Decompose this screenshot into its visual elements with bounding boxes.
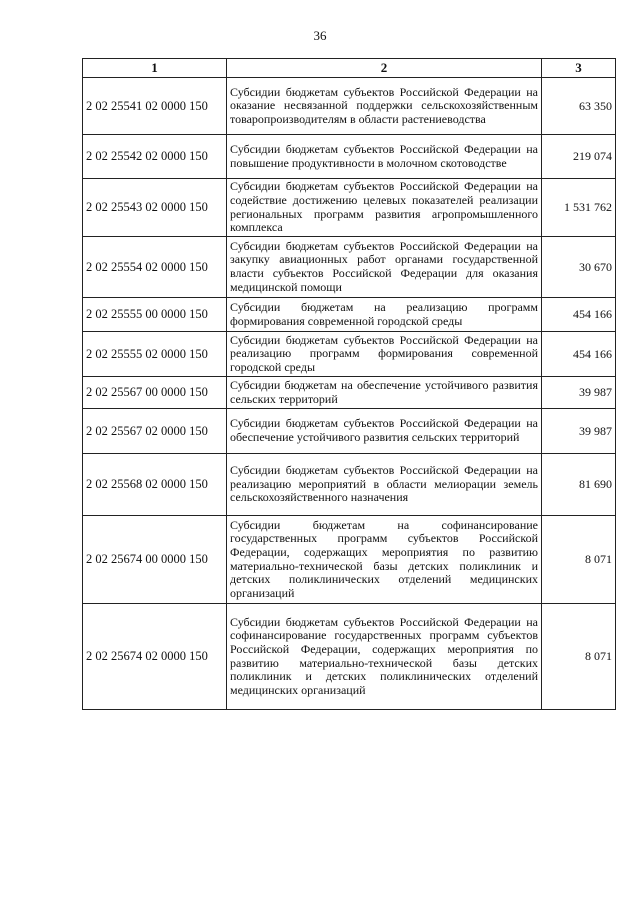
column-header-description: 2	[227, 59, 542, 78]
row-code: 2 02 25674 02 0000 150	[83, 604, 227, 710]
table-row	[83, 516, 616, 604]
row-code: 2 02 25555 00 0000 150	[83, 298, 227, 332]
row-code: 2 02 25541 02 0000 150	[83, 78, 227, 135]
budget-table	[82, 58, 616, 710]
table-row	[83, 409, 616, 454]
row-description: Субсидии бюджетам субъектов Российской Федерации на реализацию мероприятий в области мелиорации земель сельскохозяйственного назначения	[227, 454, 542, 516]
table-row	[83, 78, 616, 135]
row-amount: 81 690	[542, 454, 616, 516]
table-row	[83, 454, 616, 516]
row-code: 2 02 25554 02 0000 150	[83, 237, 227, 298]
row-description: Субсидии бюджетам субъектов Российской Федерации на повышение продуктивности в молочном скотоводстве	[227, 135, 542, 179]
row-description: Субсидии бюджетам субъектов Российской Федерации на оказание несвязанной поддержки сельскохозяйственным товаропроизводителям в области растениеводства	[227, 78, 542, 135]
row-code: 2 02 25567 00 0000 150	[83, 377, 227, 409]
table-row	[83, 135, 616, 179]
row-description: Субсидии бюджетам на софинансирование государственных программ субъектов Российской Федерации, содержащих мероприятия по развитию материально-технической базы детских поликлиник и детских поликлинических отделений медицинских организаций	[227, 516, 542, 604]
row-amount: 219 074	[542, 135, 616, 179]
row-code: 2 02 25674 00 0000 150	[83, 516, 227, 604]
row-amount: 39 987	[542, 377, 616, 409]
row-amount: 1 531 762	[542, 179, 616, 237]
row-amount: 30 670	[542, 237, 616, 298]
row-amount: 39 987	[542, 409, 616, 454]
table-header-row	[83, 59, 616, 78]
row-description: Субсидии бюджетам субъектов Российской Федерации на обеспечение устойчивого развития сельских территорий	[227, 409, 542, 454]
row-description: Субсидии бюджетам субъектов Российской Федерации на содействие достижению целевых показателей реализации региональных программ развития агропромышленного комплекса	[227, 179, 542, 237]
table-row	[83, 237, 616, 298]
row-description: Субсидии бюджетам на обеспечение устойчивого развития сельских территорий	[227, 377, 542, 409]
row-description: Субсидии бюджетам на реализацию программ формирования современной городской среды	[227, 298, 542, 332]
row-amount: 8 071	[542, 604, 616, 710]
table-row	[83, 332, 616, 377]
row-code: 2 02 25555 02 0000 150	[83, 332, 227, 377]
row-amount: 8 071	[542, 516, 616, 604]
row-amount: 454 166	[542, 298, 616, 332]
table-row	[83, 298, 616, 332]
row-code: 2 02 25567 02 0000 150	[83, 409, 227, 454]
row-description: Субсидии бюджетам субъектов Российской Федерации на софинансирование государственных программ субъектов Российской Федерации, содержащих мероприятия по развитию материально-технической базы детских поликлиник и детских поликлинических отделений медицинских организаций	[227, 604, 542, 710]
table-row	[83, 377, 616, 409]
row-code: 2 02 25568 02 0000 150	[83, 454, 227, 516]
column-header-amount: 3	[542, 59, 616, 78]
row-amount: 454 166	[542, 332, 616, 377]
table-row	[83, 179, 616, 237]
column-header-code: 1	[83, 59, 227, 78]
row-amount: 63 350	[542, 78, 616, 135]
page-number: 36	[313, 28, 327, 43]
row-description: Субсидии бюджетам субъектов Российской Федерации на закупку авиационных работ органами государственной власти субъектов Российской Федерации для оказания медицинской помощи	[227, 237, 542, 298]
row-code: 2 02 25542 02 0000 150	[83, 135, 227, 179]
row-code: 2 02 25543 02 0000 150	[83, 179, 227, 237]
row-description: Субсидии бюджетам субъектов Российской Федерации на реализацию программ формирования современной городской среды	[227, 332, 542, 377]
table-row	[83, 604, 616, 710]
